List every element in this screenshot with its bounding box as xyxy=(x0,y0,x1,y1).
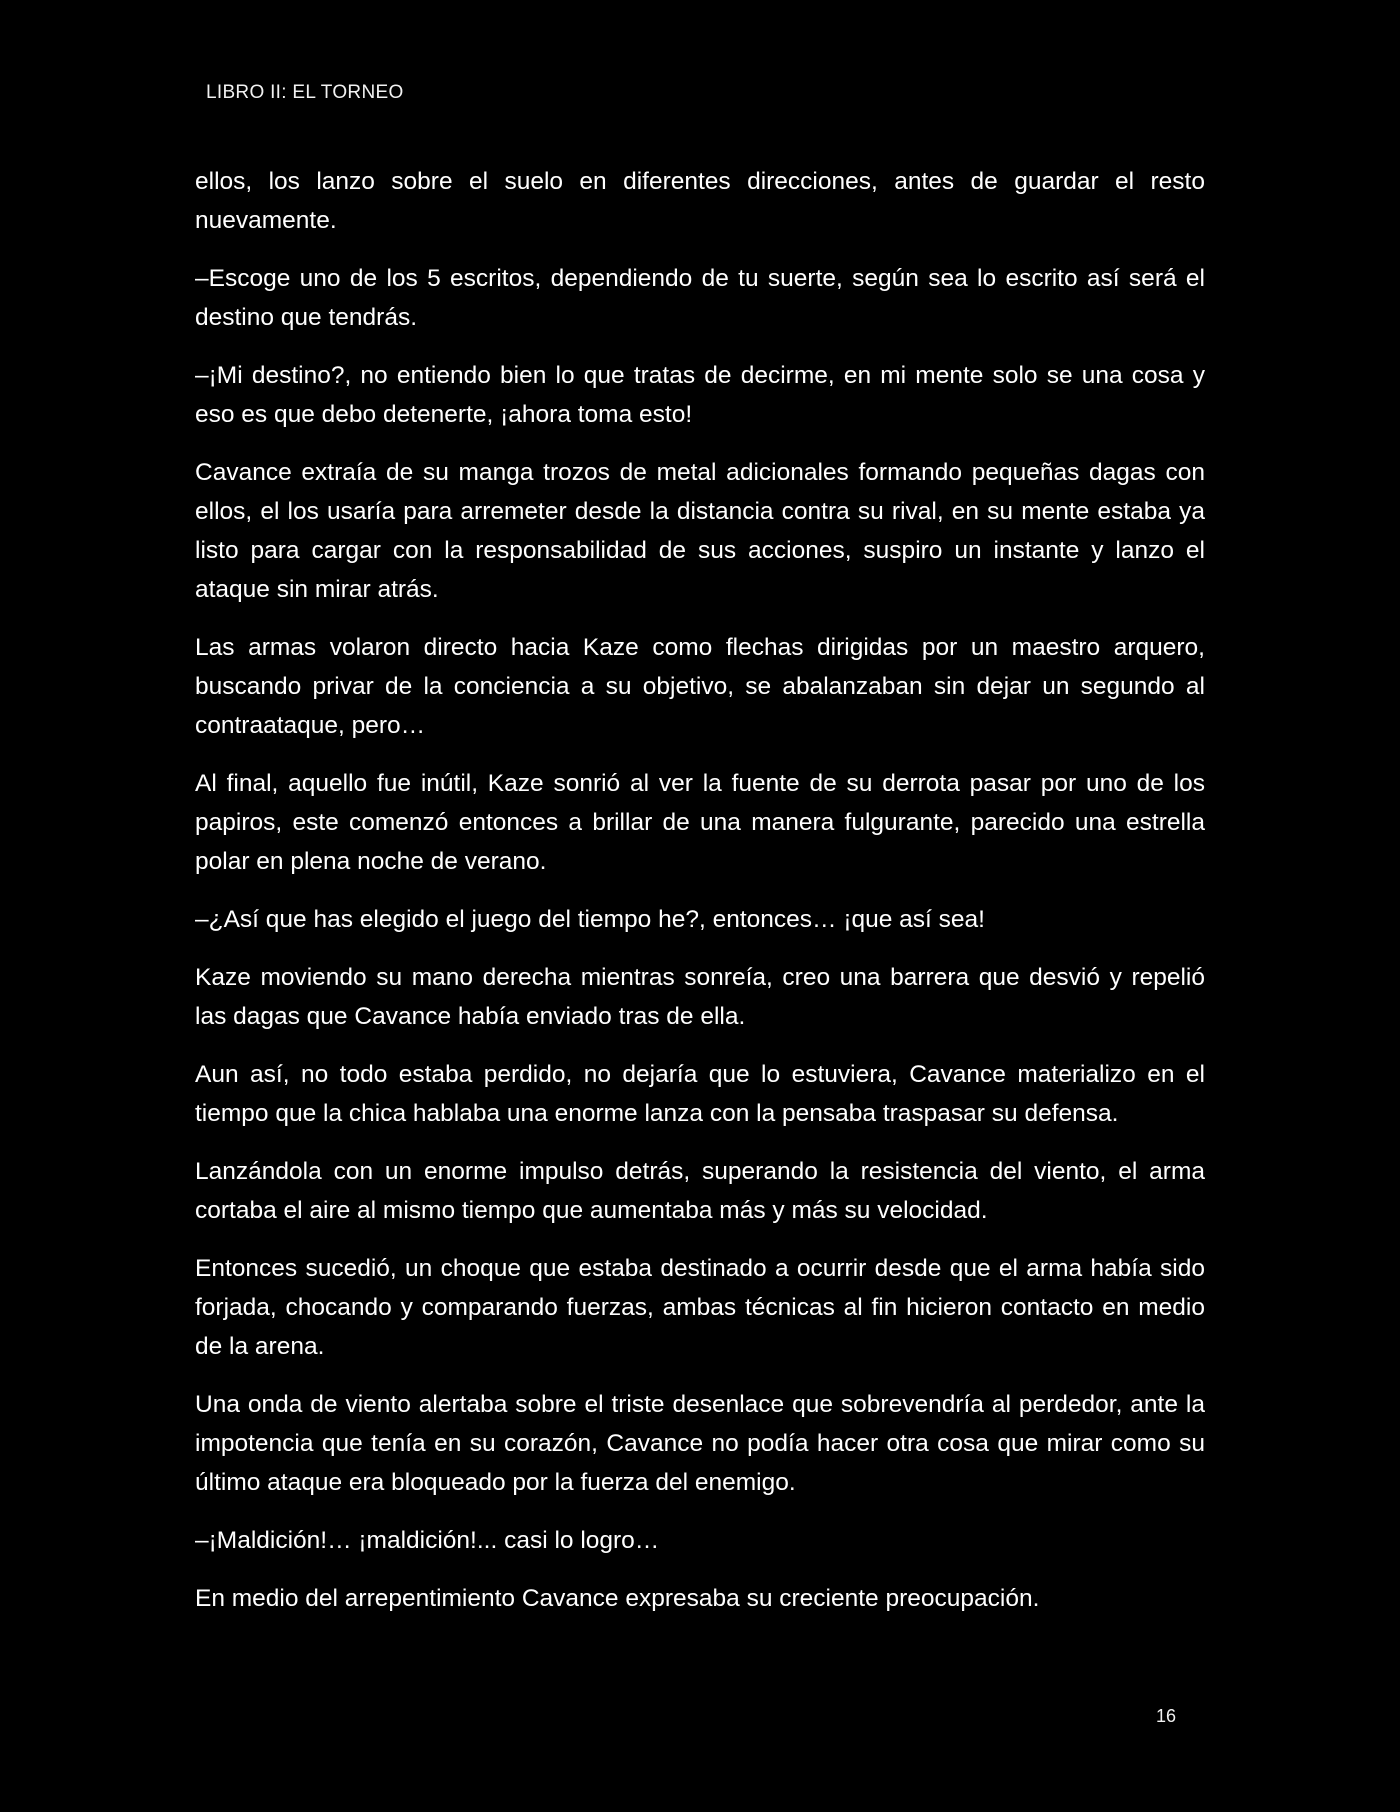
paragraph: Kaze moviendo su mano derecha mientras sonreía, creo una barrera que desvió y repelió las dagas que Cavance había enviado tras de ella. xyxy=(195,964,1205,1030)
paragraph: Lanzándola con un enorme impulso detrás, superando la resistencia del viento, el arma cortaba el aire al mismo tiempo que aumentaba más y más su velocidad. xyxy=(195,1158,1205,1224)
paragraph: Una onda de viento alertaba sobre el triste desenlace que sobrevendría al perdedor, ante la impotencia que tenía en su corazón, Cavance no podía hacer otra cosa que mirar como su último ataque era bloqueado por la fuerza del enemigo. xyxy=(195,1391,1205,1496)
paragraph: Entonces sucedió, un choque que estaba destinado a ocurrir desde que el arma había sido forjada, chocando y comparando fuerzas, ambas técnicas al fin hicieron contacto en medio de la arena. xyxy=(195,1255,1205,1360)
running-header: LIBRO II: EL TORNEO xyxy=(206,82,404,103)
paragraph: ellos, los lanzo sobre el suelo en diferentes direcciones, antes de guardar el resto nuevamente. xyxy=(195,168,1205,234)
page-body xyxy=(195,162,1205,1637)
paragraph: Cavance extraía de su manga trozos de metal adicionales formando pequeñas dagas con ellos, el los usaría para arremeter desde la distancia contra su rival, en su mente estaba ya listo para cargar con la responsabilidad de sus acciones, suspiro un instante y lanzo el ataque sin mirar atrás. xyxy=(195,459,1205,603)
paragraph: –Escoge uno de los 5 escritos, dependiendo de tu suerte, según sea lo escrito así será el destino que tendrás. xyxy=(195,265,1205,331)
paragraph: –¡Maldición!… ¡maldición!... casi lo logro… xyxy=(195,1527,660,1554)
paragraph: Aun así, no todo estaba perdido, no dejaría que lo estuviera, Cavance materializo en el tiempo que la chica hablaba una enorme lanza con la pensaba traspasar su defensa. xyxy=(195,1061,1205,1127)
paragraph: Las armas volaron directo hacia Kaze como flechas dirigidas por un maestro arquero, buscando privar de la conciencia a su objetivo, se abalanzaban sin dejar un segundo al contraataque, pero… xyxy=(195,634,1205,739)
paragraph: –¿Así que has elegido el juego del tiempo he?, entonces… ¡que así sea! xyxy=(195,906,985,933)
paragraph: –¡Mi destino?, no entiendo bien lo que tratas de decirme, en mi mente solo se una cosa y eso es que debo detenerte, ¡ahora toma esto! xyxy=(195,362,1205,428)
paragraph: Al final, aquello fue inútil, Kaze sonrió al ver la fuente de su derrota pasar por uno de los papiros, este comenzó entonces a brillar de una manera fulgurante, parecido una estrella polar en plena noche de verano. xyxy=(195,770,1205,875)
page-number: 16 xyxy=(1156,1706,1177,1726)
paragraph: En medio del arrepentimiento Cavance expresaba su creciente preocupación. xyxy=(195,1585,1040,1612)
